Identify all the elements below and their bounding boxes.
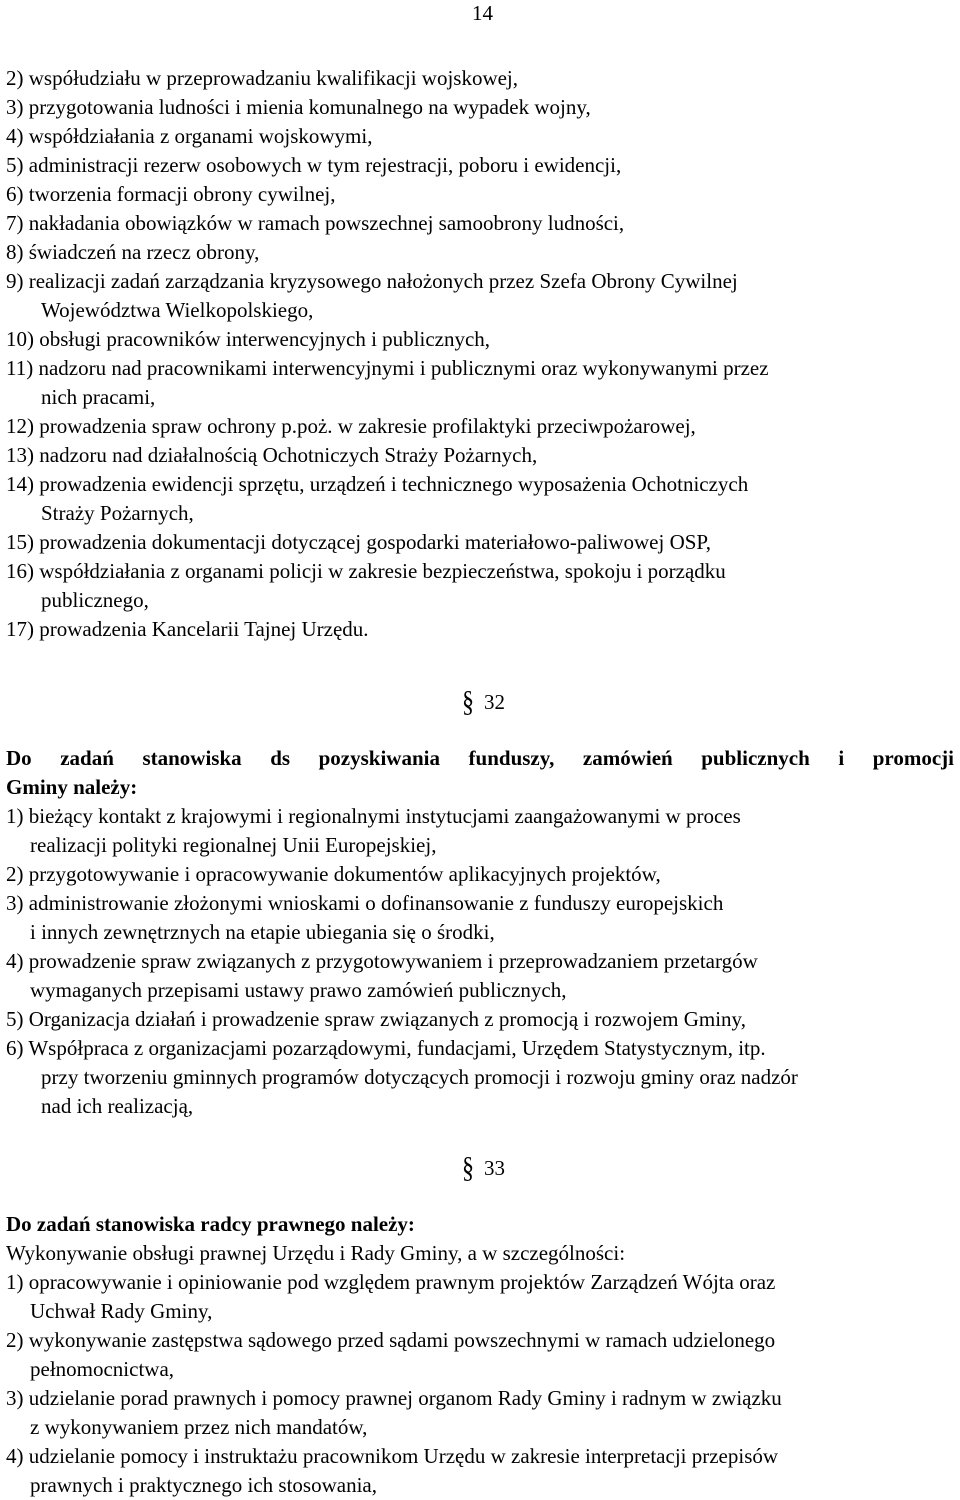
- list-item: 15) prowadzenia dokumentacji dotyczącej gospodarki materiałowo-paliwowej OSP,: [6, 530, 712, 554]
- list-item: 13) nadzoru nad działalnością Ochotniczych Straży Pożarnych,: [6, 443, 538, 467]
- list-item: 4) współdziałania z organami wojskowymi,: [6, 124, 373, 148]
- list-item: 4) prowadzenie spraw związanych z przygotowywaniem i przeprowadzaniem przetargów: [6, 949, 758, 973]
- list-item: 17) prowadzenia Kancelarii Tajnej Urzędu.: [6, 617, 369, 641]
- list-a: [6, 64, 960, 644]
- list-item-continuation: Straży Pożarnych,: [41, 501, 194, 525]
- section-33: [6, 1210, 960, 1500]
- section-symbol: §: [462, 685, 474, 719]
- section-intro: Wykonywanie obsługi prawnej Urzędu i Rady Gminy, a w szczególności:: [6, 1241, 626, 1265]
- list-item: 1) opracowywanie i opiniowanie pod względem prawnym projektów Zarządzeń Wójta oraz: [6, 1270, 776, 1294]
- section-heading: Do zadań stanowiska radcy prawnego należy:: [6, 1212, 415, 1236]
- section-33-marker: [462, 1151, 505, 1185]
- list-item: 4) udzielanie pomocy i instruktażu pracownikom Urzędu w zakresie interpretacji przepisów: [6, 1444, 779, 1468]
- list-item: 3) przygotowania ludności i mienia komunalnego na wypadek wojny,: [6, 95, 591, 119]
- list-item: 2) wykonywanie zastępstwa sądowego przed sądami powszechnymi w ramach udzielonego: [6, 1328, 776, 1352]
- list-item-continuation: publicznego,: [41, 588, 149, 612]
- section-number: 32: [484, 690, 505, 714]
- list-item-continuation: pełnomocnictwa,: [30, 1357, 175, 1381]
- section-number: 33: [484, 1156, 505, 1180]
- list-item: 14) prowadzenia ewidencji sprzętu, urządzeń i technicznego wyposażenia Ochotniczych: [6, 472, 749, 496]
- page-number: 14: [472, 1, 493, 25]
- list-item: 5) Organizacja działań i prowadzenie spraw związanych z promocją i rozwojem Gminy,: [6, 1007, 746, 1031]
- list-item-continuation: Województwa Wielkopolskiego,: [41, 298, 314, 322]
- list-item: 2) współudziału w przeprowadzaniu kwalifikacji wojskowej,: [6, 66, 519, 90]
- list-item-continuation: wymaganych przepisami ustawy prawo zamówień publicznych,: [30, 978, 567, 1002]
- list-item: 2) przygotowywanie i opracowywanie dokumentów aplikacyjnych projektów,: [6, 862, 661, 886]
- section-32-marker: [462, 685, 505, 719]
- list-item-continuation: przy tworzeniu gminnych programów dotyczących promocji i rozwoju gminy oraz nadzór: [41, 1065, 798, 1089]
- list-item-continuation: realizacji polityki regionalnej Unii Europejskiej,: [30, 833, 437, 857]
- list-item: 11) nadzoru nad pracownikami interwencyjnymi i publicznymi oraz wykonywanymi przez: [6, 356, 769, 380]
- list-item: 12) prowadzenia spraw ochrony p.poż. w zakresie profilaktyki przeciwpożarowej,: [6, 414, 696, 438]
- list-item: 3) administrowanie złożonymi wnioskami o dofinansowanie z funduszy europejskich: [6, 891, 724, 915]
- section-32: [6, 744, 954, 1121]
- list-item: 6) Współpraca z organizacjami pozarządowymi, fundacjami, Urzędem Statystycznym, itp.: [6, 1036, 766, 1060]
- list-item: 7) nakładania obowiązków w ramach powszechnej samoobrony ludności,: [6, 211, 625, 235]
- section-symbol: §: [462, 1151, 474, 1185]
- list-item-continuation: Uchwał Rady Gminy,: [30, 1299, 213, 1323]
- list-item: 5) administracji rezerw osobowych w tym rejestracji, poboru i ewidencji,: [6, 153, 622, 177]
- list-item-continuation: prawnych i praktycznego ich stosowania,: [30, 1473, 377, 1497]
- list-item: 9) realizacji zadań zarządzania kryzysowego nałożonych przez Szefa Obrony Cywilnej: [6, 269, 738, 293]
- list-item: 1) bieżący kontakt z krajowymi i regionalnymi instytucjami zaangażowanymi w proces: [6, 804, 741, 828]
- section-heading: Do zadań stanowiska ds pozyskiwania funduszy, zamówień publicznych i promocji: [6, 746, 954, 770]
- section-heading-cont: Gminy należy:: [6, 775, 138, 799]
- list-item-continuation: nad ich realizacją,: [41, 1094, 194, 1118]
- list-item: 16) współdziałania z organami policji w zakresie bezpieczeństwa, spokoju i porządku: [6, 559, 726, 583]
- list-item: 6) tworzenia formacji obrony cywilnej,: [6, 182, 336, 206]
- list-item-continuation: nich pracami,: [41, 385, 156, 409]
- list-item-continuation: z wykonywaniem przez nich mandatów,: [30, 1415, 368, 1439]
- list-item: 10) obsługi pracowników interwencyjnych i publicznych,: [6, 327, 491, 351]
- list-item: 3) udzielanie porad prawnych i pomocy prawnej organom Rady Gminy i radnym w związku: [6, 1386, 782, 1410]
- list-item-continuation: i innych zewnętrznych na etapie ubiegania się o środki,: [30, 920, 495, 944]
- list-item: 8) świadczeń na rzecz obrony,: [6, 240, 260, 264]
